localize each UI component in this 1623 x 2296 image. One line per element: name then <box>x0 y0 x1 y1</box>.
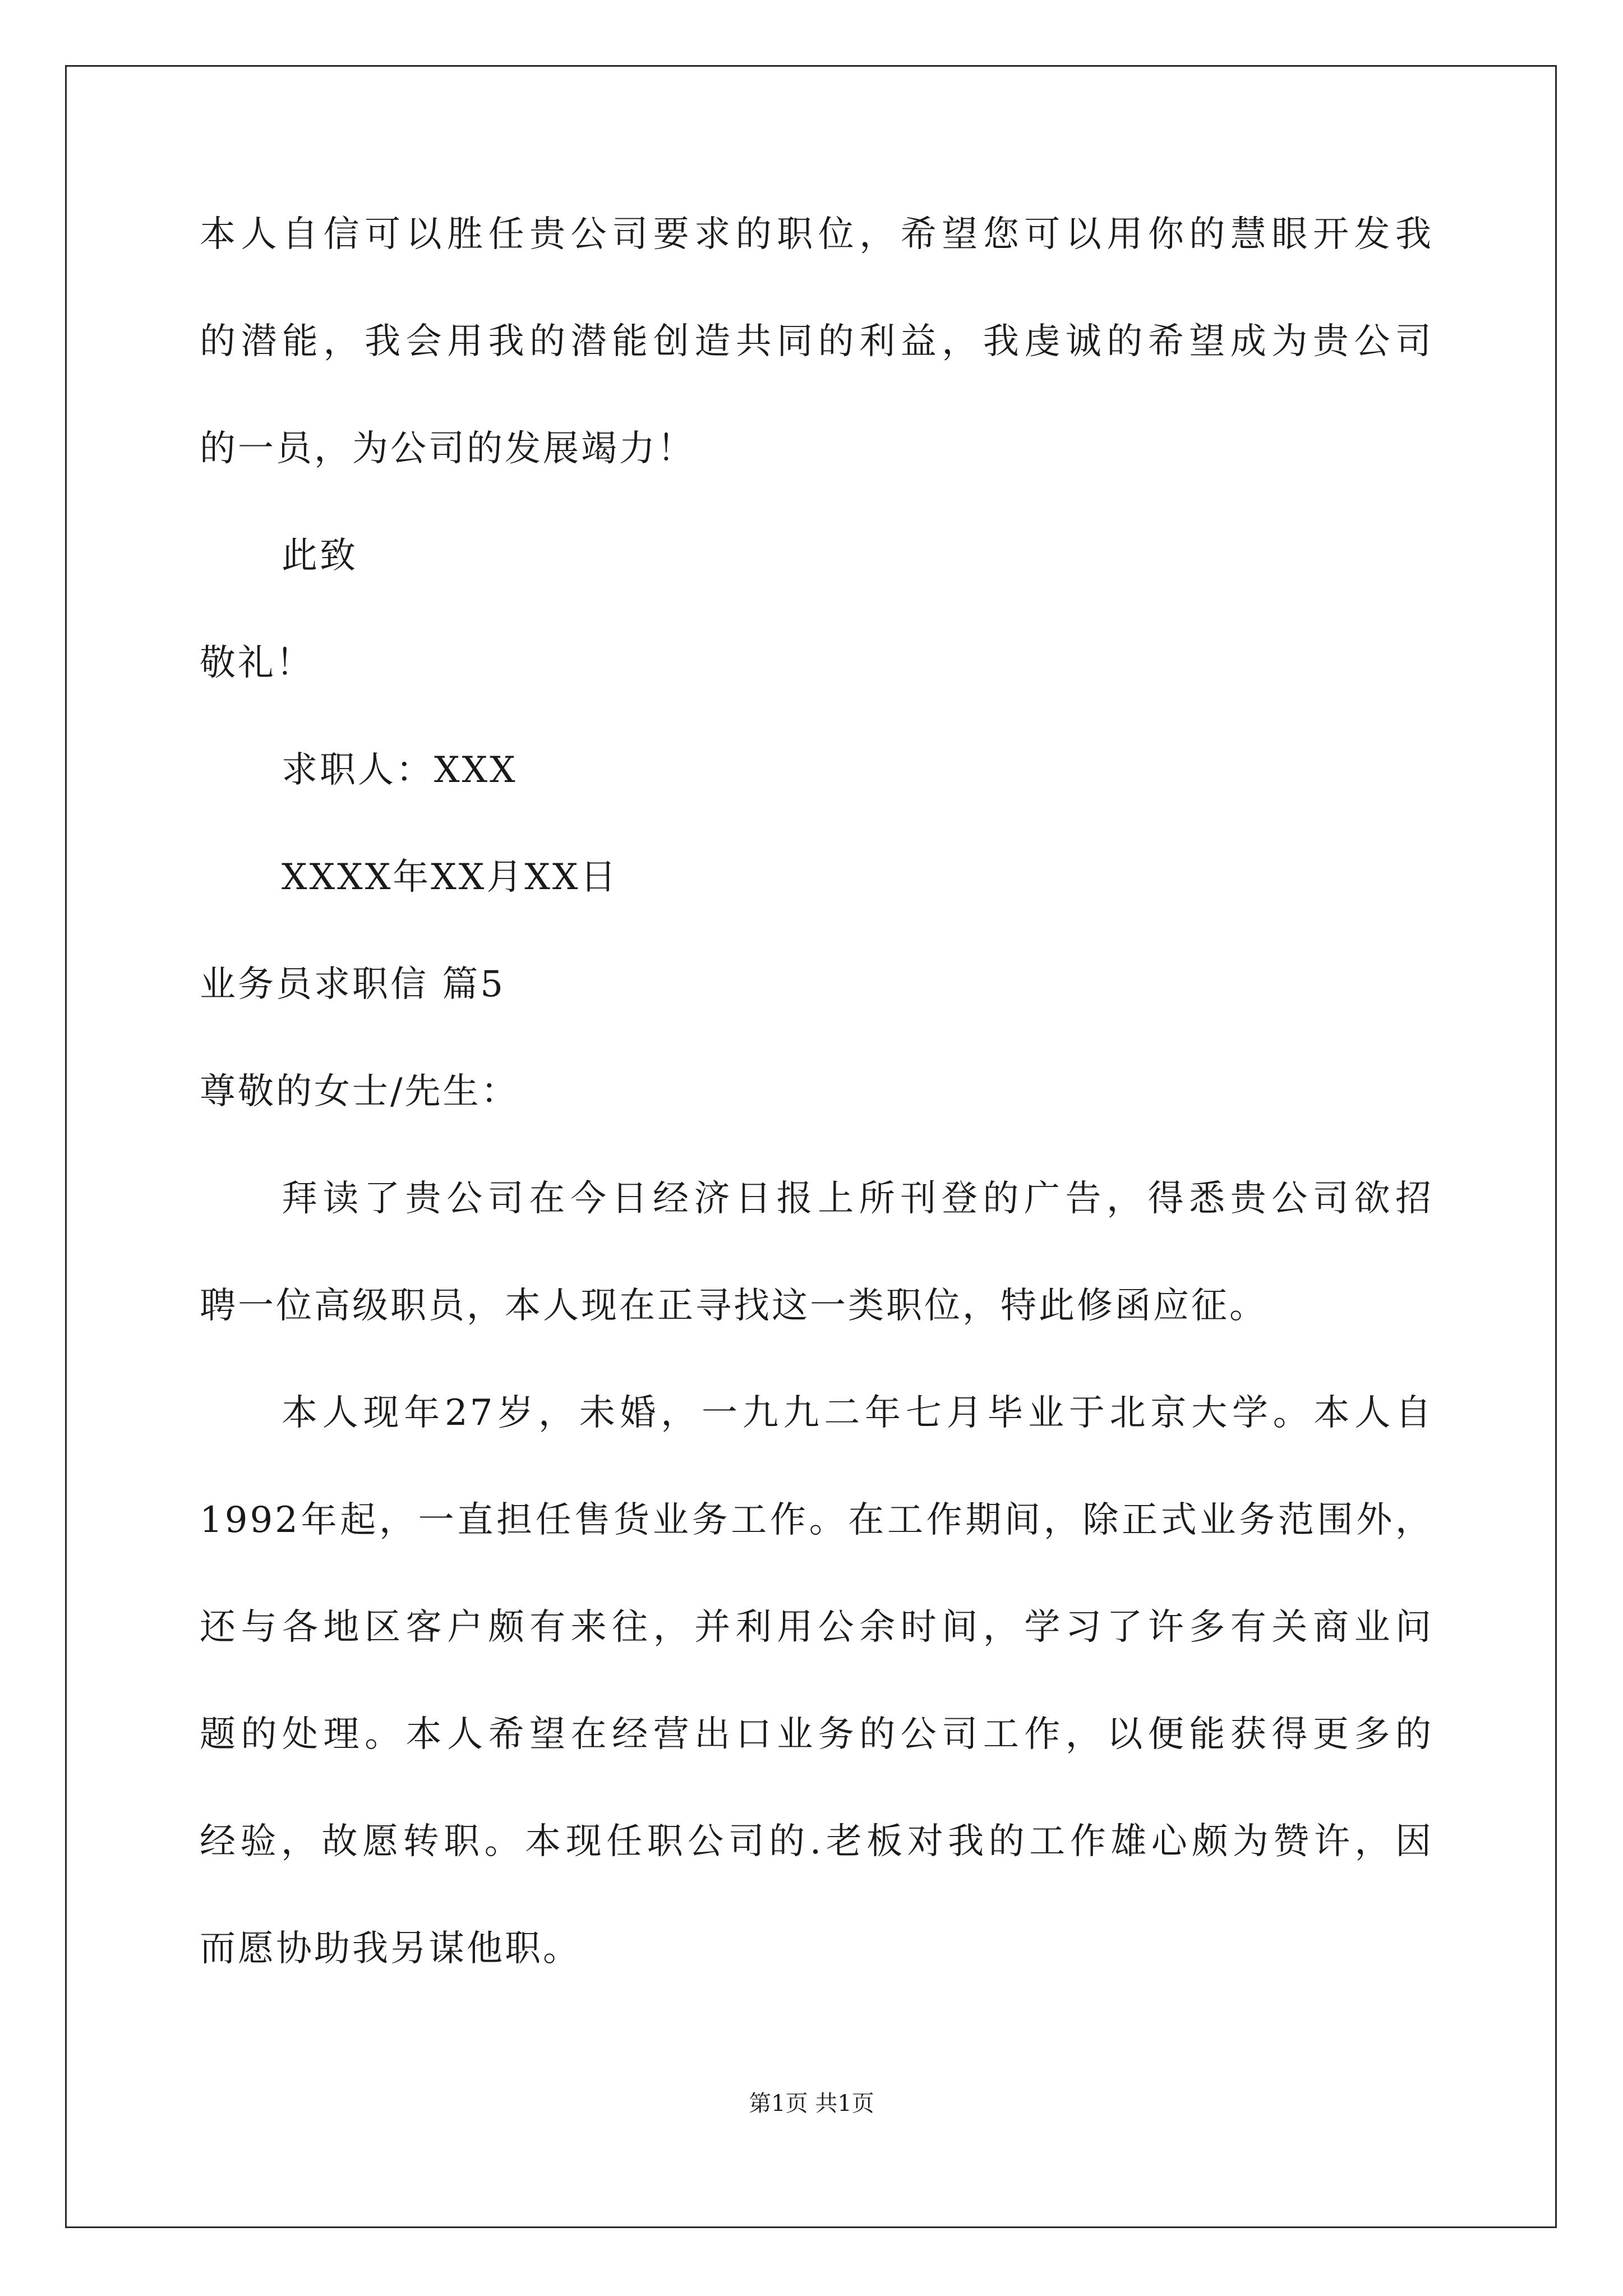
paragraph-line: 还与各地区客户颇有来往，并利用公余时间，学习了许多有关商业问 <box>200 1607 1433 1648</box>
paragraph-line: 聘一位高级职员，本人现在正寻找这一类职位，特此修函应征。 <box>200 1285 1267 1327</box>
paragraph-line: 题的处理。本人希望在经营出口业务的公司工作，以便能获得更多的 <box>200 1714 1433 1755</box>
signature-date: XXXX年XX月XX日 <box>282 857 619 898</box>
section-heading: 业务员求职信 篇5 <box>200 964 506 1005</box>
letter-body <box>200 208 1433 2029</box>
signature-name: 求职人：XXX <box>282 749 518 791</box>
paragraph-line: 拜读了贵公司在今日经济日报上所刊登的广告，得悉贵公司欲招 <box>282 1178 1433 1220</box>
paragraph-line: 而愿协助我另谋他职。 <box>200 1928 581 1970</box>
paragraph-line: 1992年起，一直担任售货业务工作。在工作期间，除正式业务范围外， <box>200 1499 1433 1541</box>
salutation-regards: 敬礼！ <box>200 642 314 684</box>
paragraph-line: 经验，故愿转职。本现任职公司的.老板对我的工作雄心颇为赞许，因 <box>200 1821 1433 1862</box>
greeting: 尊敬的女士/先生： <box>200 1071 519 1112</box>
salutation-closing: 此致 <box>282 535 358 577</box>
paragraph-line: 本人自信可以胜任贵公司要求的职位，希望您可以用你的慧眼开发我 <box>200 214 1433 255</box>
paragraph-line: 的一员，为公司的发展竭力！ <box>200 428 695 470</box>
paragraph-line: 本人现年27岁，未婚，一九九二年七月毕业于北京大学。本人自 <box>282 1392 1433 1434</box>
paragraph-line: 的潜能，我会用我的潜能创造共同的利益，我虔诚的希望成为贵公司 <box>200 321 1433 362</box>
page-footer: 第1页 共1页 <box>749 2091 874 2116</box>
